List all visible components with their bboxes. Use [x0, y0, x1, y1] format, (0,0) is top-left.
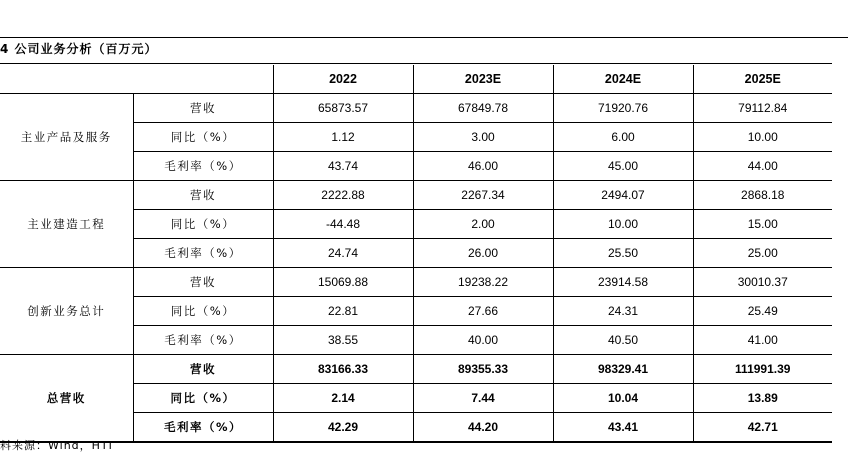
table-cell: 2222.88 [273, 181, 413, 210]
table-cell: 45.00 [553, 152, 693, 181]
table-cell: 46.00 [413, 152, 553, 181]
metric-label: 同比（%） [133, 123, 273, 152]
header-blank [0, 65, 273, 94]
table-cell: 25.00 [693, 239, 832, 268]
title-top-rule [0, 37, 848, 38]
table-cell: 24.74 [273, 239, 413, 268]
table-cell: 98329.41 [553, 355, 693, 384]
table-cell: 25.50 [553, 239, 693, 268]
table-cell: 42.29 [273, 413, 413, 443]
table-cell: 41.00 [693, 326, 832, 355]
metric-label: 毛利率（%） [133, 239, 273, 268]
table-cell: 10.00 [553, 210, 693, 239]
table-row [0, 94, 832, 123]
table-cell: 3.00 [413, 123, 553, 152]
group-label: 主业建造工程 [0, 181, 133, 268]
table-cell: 15.00 [693, 210, 832, 239]
table-cell: 1.12 [273, 123, 413, 152]
table-cell: 89355.33 [413, 355, 553, 384]
table-cell: 2.14 [273, 384, 413, 413]
table-cell: 30010.37 [693, 268, 832, 297]
metric-label: 同比（%） [133, 210, 273, 239]
table-cell: 2267.34 [413, 181, 553, 210]
table-cell: 19238.22 [413, 268, 553, 297]
table-cell: 2.00 [413, 210, 553, 239]
table-top-rule [0, 63, 832, 64]
table-cell: 65873.57 [273, 94, 413, 123]
source-note: 料来源：Wind，HTI [0, 439, 113, 452]
table-cell: 27.66 [413, 297, 553, 326]
table-cell: 40.50 [553, 326, 693, 355]
table-cell: 71920.76 [553, 94, 693, 123]
metric-label: 毛利率（%） [133, 152, 273, 181]
table-cell: 13.89 [693, 384, 832, 413]
table-row [0, 355, 832, 384]
metric-label: 营收 [133, 355, 273, 384]
header-row [0, 65, 832, 94]
table-cell: 43.74 [273, 152, 413, 181]
group-label: 创新业务总计 [0, 268, 133, 355]
table-cell: 44.20 [413, 413, 553, 443]
metric-label: 毛利率（%） [133, 413, 273, 443]
table-cell: 26.00 [413, 239, 553, 268]
table-cell: 83166.33 [273, 355, 413, 384]
column-header: 2022 [273, 65, 413, 94]
table-cell: 10.00 [693, 123, 832, 152]
table-cell: 10.04 [553, 384, 693, 413]
table-cell: 2494.07 [553, 181, 693, 210]
table-cell: 24.31 [553, 297, 693, 326]
metric-label: 同比（%） [133, 384, 273, 413]
table-cell: 38.55 [273, 326, 413, 355]
metric-label: 同比（%） [133, 297, 273, 326]
table-cell: 23914.58 [553, 268, 693, 297]
table-title: 4 公司业务分析（百万元） [0, 42, 158, 56]
metric-label: 营收 [133, 268, 273, 297]
table-cell: 2868.18 [693, 181, 832, 210]
column-header: 2024E [553, 65, 693, 94]
metric-label: 毛利率（%） [133, 326, 273, 355]
table-cell: 15069.88 [273, 268, 413, 297]
table-cell: -44.48 [273, 210, 413, 239]
group-label: 主业产品及服务 [0, 94, 133, 181]
group-label-total: 总营收 [0, 355, 133, 443]
business-analysis-table [0, 65, 832, 443]
table-cell: 67849.78 [413, 94, 553, 123]
table-cell: 25.49 [693, 297, 832, 326]
table-cell: 42.71 [693, 413, 832, 443]
table-cell: 79112.84 [693, 94, 832, 123]
table-cell: 44.00 [693, 152, 832, 181]
table-cell: 6.00 [553, 123, 693, 152]
table-cell: 7.44 [413, 384, 553, 413]
table-cell: 111991.39 [693, 355, 832, 384]
column-header: 2025E [693, 65, 832, 94]
table-row [0, 268, 832, 297]
metric-label: 营收 [133, 181, 273, 210]
column-header: 2023E [413, 65, 553, 94]
metric-label: 营收 [133, 94, 273, 123]
table-cell: 43.41 [553, 413, 693, 443]
table-row [0, 181, 832, 210]
table-cell: 40.00 [413, 326, 553, 355]
table-cell: 22.81 [273, 297, 413, 326]
